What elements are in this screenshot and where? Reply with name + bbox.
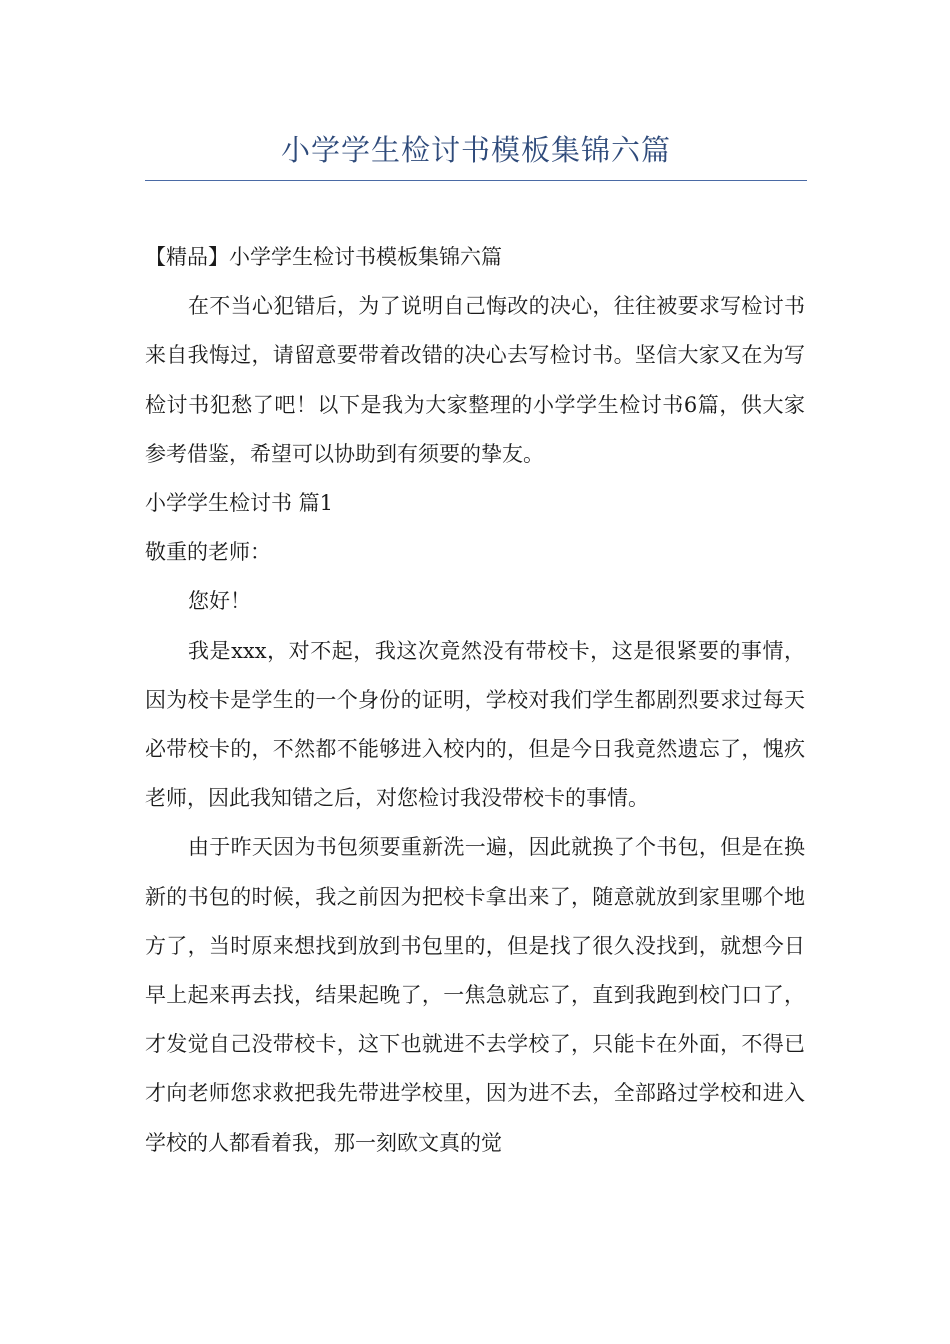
paragraph-heading: 【精品】小学学生检讨书模板集锦六篇 [145,245,502,269]
greeting: 您好！ [188,589,251,614]
title-underline [145,180,807,181]
paragraph-body: 由于昨天因为书包须要重新洗一遍，因此就换了个书包，但是在换新的书包的时候，我之前因为把校卡拿出来了，随意就放到家里哪个地方了，当时原来想找到放到书包里的，但是找了很久没找到，就想今日早上起来再去找，结果起晚了，一焦急就忘了，直到我跑到校门口了，才发觉自己没带校卡，这下也就进不去学校了，只能卡在外面，不得已才向老师您求救把我先带进学校里，因为进不去，全部路过学校和进入学校的人都看着我，那一刻欧文真的觉 [145,835,805,1155]
paragraph-body: 我是xxx，对不起，我这次竟然没有带校卡，这是很紧要的事情，因为校卡是学生的一个身份的证明，学校对我们学生都剧烈要求过每天必带校卡的，不然都不能够进入校内的，但是今日我竟然遗忘了，愧疚老师，因此我知错之后，对您检讨我没带校卡的事情。 [145,638,805,811]
document-title: 小学学生检讨书模板集锦六篇 [280,133,671,167]
paragraph-intro: 在不当心犯错后，为了说明自己悔改的决心，往往被要求写检讨书来自我悔过，请留意要带着改错的决心去写检讨书。坚信大家又在为写检讨书犯愁了吧！以下是我为大家整理的小学学生检讨书6篇，供大家参考借鉴，希望可以协助到有须要的挚友。 [145,294,805,466]
salutation: 敬重的老师： [145,540,271,565]
section-heading: 小学学生检讨书 篇1 [145,491,334,516]
document-body [145,233,805,1168]
